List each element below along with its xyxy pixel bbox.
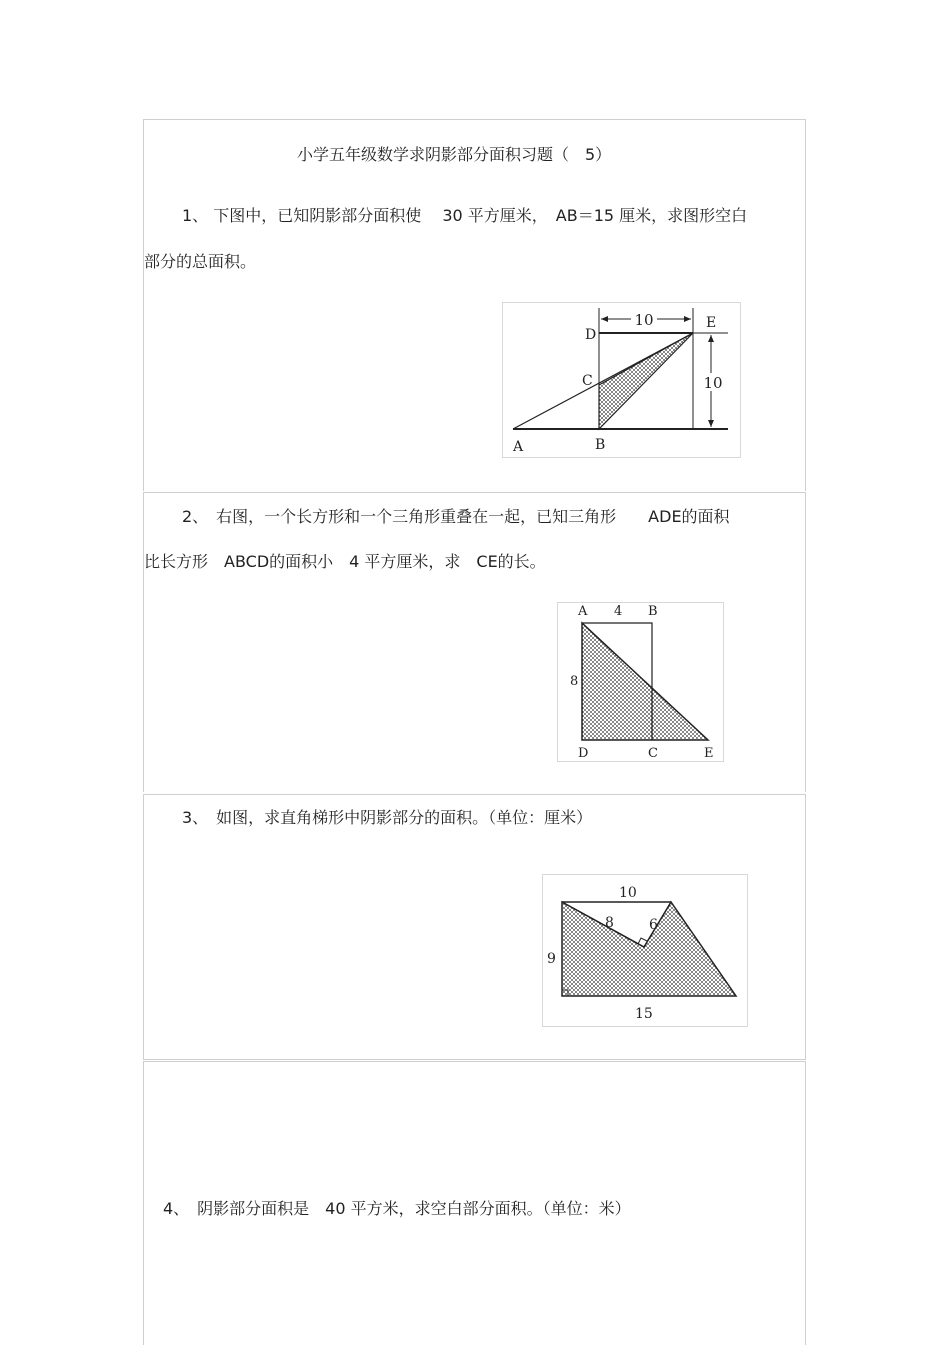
q1-label-D: D [585, 327, 597, 343]
q1-text-line1: 1、 下图中，已知阴影部分面积使 30 平方厘米， AB＝15 厘米，求图形空白 [182, 206, 748, 225]
q1-label-E: E [706, 315, 717, 331]
q2-label-C: C [648, 746, 658, 761]
q2-shaded-triangle [582, 623, 708, 740]
q1-label-C: C [582, 373, 593, 389]
q2-label-B: B [648, 604, 658, 619]
q1-figure [502, 302, 741, 458]
q3-text-line1: 3、 如图，求直角梯形中阴影部分的面积。（单位：厘米） [182, 808, 593, 827]
q2-label-D: D [578, 746, 589, 761]
q2-label-top: 4 [614, 604, 623, 619]
q1-label-B: B [595, 437, 606, 453]
q3-label-hyp: 8 [605, 915, 614, 931]
q1-text-line2: 部分的总面积。 [144, 252, 257, 271]
q1-shaded-triangle [599, 333, 693, 429]
q2-text-line1: 2、 右图，一个长方形和一个三角形重叠在一起，已知三角形 ADE的面积 [182, 507, 730, 526]
q3-label-bottom: 15 [635, 1006, 653, 1022]
q3-label-left: 9 [547, 951, 556, 967]
q2-label-left: 8 [570, 674, 579, 689]
q1-label-top: 10 [634, 311, 654, 329]
q2-figure [557, 602, 724, 762]
q3-label-top: 10 [619, 885, 637, 901]
q2-label-E: E [704, 746, 714, 761]
q1-label-side: 10 [703, 374, 723, 392]
q2-label-A: A [578, 604, 588, 619]
q1-label-A: A [513, 439, 524, 455]
q2-text-line2: 比长方形 ABCD的面积小 4 平方厘米，求 CE的长。 [144, 552, 546, 571]
page-title: 小学五年级数学求阴影部分面积习题（ 5） [297, 145, 612, 164]
q4-text-line1: 4、 阴影部分面积是 40 平方米，求空白部分面积。（单位：米） [163, 1199, 631, 1218]
q3-label-short: 6 [649, 917, 658, 933]
q3-figure [542, 874, 748, 1027]
